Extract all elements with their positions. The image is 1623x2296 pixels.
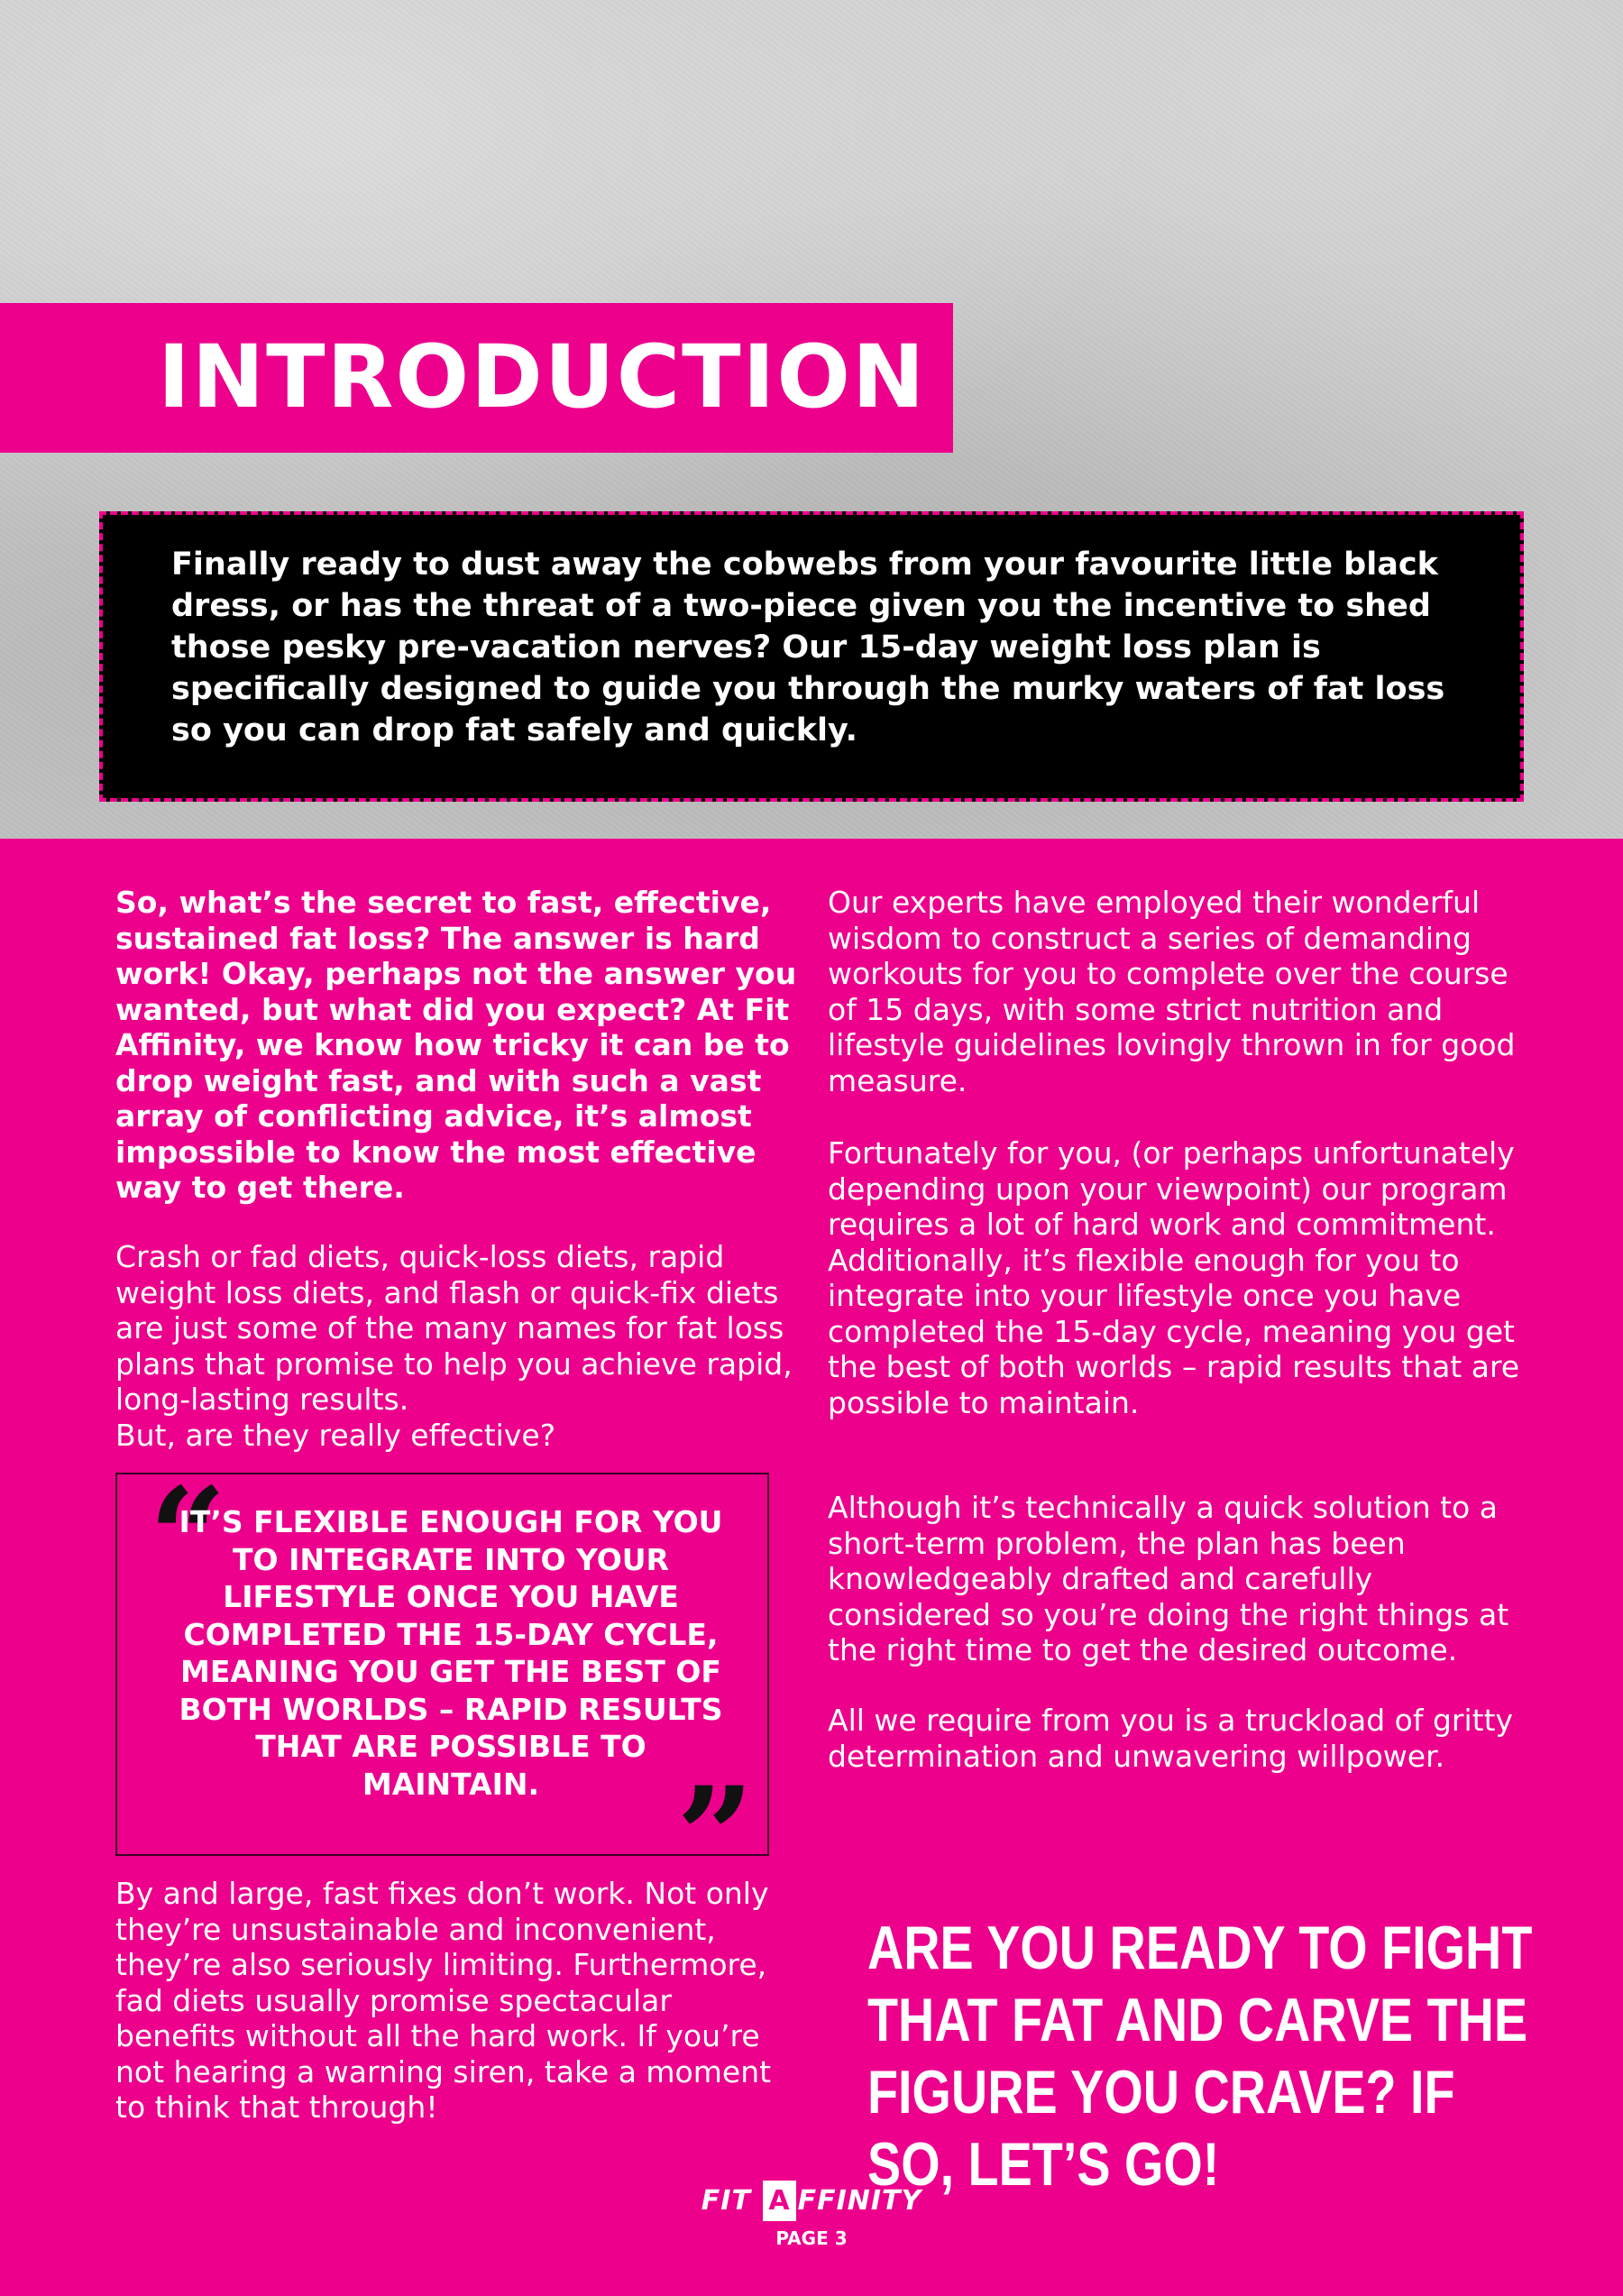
call-to-action-heading: ARE YOU READY TO FIGHT THAT FAT AND CARVE THE FIGURE YOU CRAVE? IF SO, LET’S GO! (867, 1914, 1533, 2199)
logo-a-badge: A (763, 2181, 795, 2221)
right-paragraph-2: Fortunately for you, (or perhaps unfortunately depending upon your viewpoint) our program requires a lot of hard work and commitment. Additionally, it’s flexible enough for you to integrate into your lifestyle once you have completed the 15-day cycle, meaning you get the best of both worlds – rapid results that are possible to maintain. (828, 1135, 1520, 1420)
left-paragraph-1-text: Crash or fad diets, quick-loss diets, rapid weight loss diets, and flash or quick-fix diets are just some of the many names for fat loss plans that promise to help you achieve rapid, long-lasting results. (115, 1239, 793, 1417)
right-paragraph-1: Our experts have employed their wonderful wisdom to construct a series of demanding workouts for you to complete over the course of 15 days, with some strict nutrition and lifestyle guidelines lovingly thrown in for good measure. (828, 885, 1516, 1098)
lead-paragraph: So, what’s the secret to fast, effective, sustained fat loss? The answer is hard work! Okay, perhaps not the answer you wanted, but what did you expect? At Fit Affinity, we know how tricky it can be to drop weight fast, and with such a vast array of conflicting advice, it’s almost impossible to know the most effective way to get there. (115, 885, 797, 1205)
page-number: PAGE 3 (775, 2227, 848, 2249)
right-paragraph-4: All we require from you is a truckload of gritty determination and unwavering willpower. (828, 1703, 1514, 1774)
page-title: INTRODUCTION (158, 326, 927, 427)
open-quote-icon: “ (149, 1458, 227, 1617)
logo-text-rest: FFINITY (797, 2185, 922, 2217)
pull-quote-text: IT’S FLEXIBLE ENOUGH FOR YOU TO INTEGRATE INTO YOUR LIFESTYLE ONCE YOU HAVE COMPLETED THE 15-DAY CYCLE, MEANING YOU GET THE BEST OF BOTH WORLDS – RAPID RESULTS THAT ARE POSSIBLE TO MAINTAIN. (179, 1504, 723, 1802)
left-paragraph-1-question: But, are they really effective? (115, 1417, 556, 1453)
right-paragraph-3: Although it’s technically a quick solution to a short-term problem, the plan has been knowledgeably drafted and carefully considered so you’re doing the right things at the right time to get the desired outcome. (828, 1490, 1509, 1667)
left-paragraph-1 (115, 1239, 801, 1453)
left-paragraph-3: By and large, fast fixes don’t work. Not only they’re unsustainable and inconvenient, they’re also seriously limiting. Furthermore, fad diets usually promise spectacular benefits without all the hard work. If you’re not hearing a warning siren, take a moment to think that through! (115, 1876, 772, 2125)
intro-text: Finally ready to dust away the cobwebs from your favourite little black dress, or has the threat of a two-piece given you the incentive to shed those pesky pre-vacation nerves? Our 15-day weight loss plan is specifically designed to guide you through the murky waters of fat loss so you can drop fat safely and quickly. (171, 546, 1445, 748)
fit-affinity-logo (631, 2181, 992, 2221)
close-quote-icon: ” (676, 1758, 755, 1916)
logo-text-fit: FIT (701, 2185, 751, 2217)
